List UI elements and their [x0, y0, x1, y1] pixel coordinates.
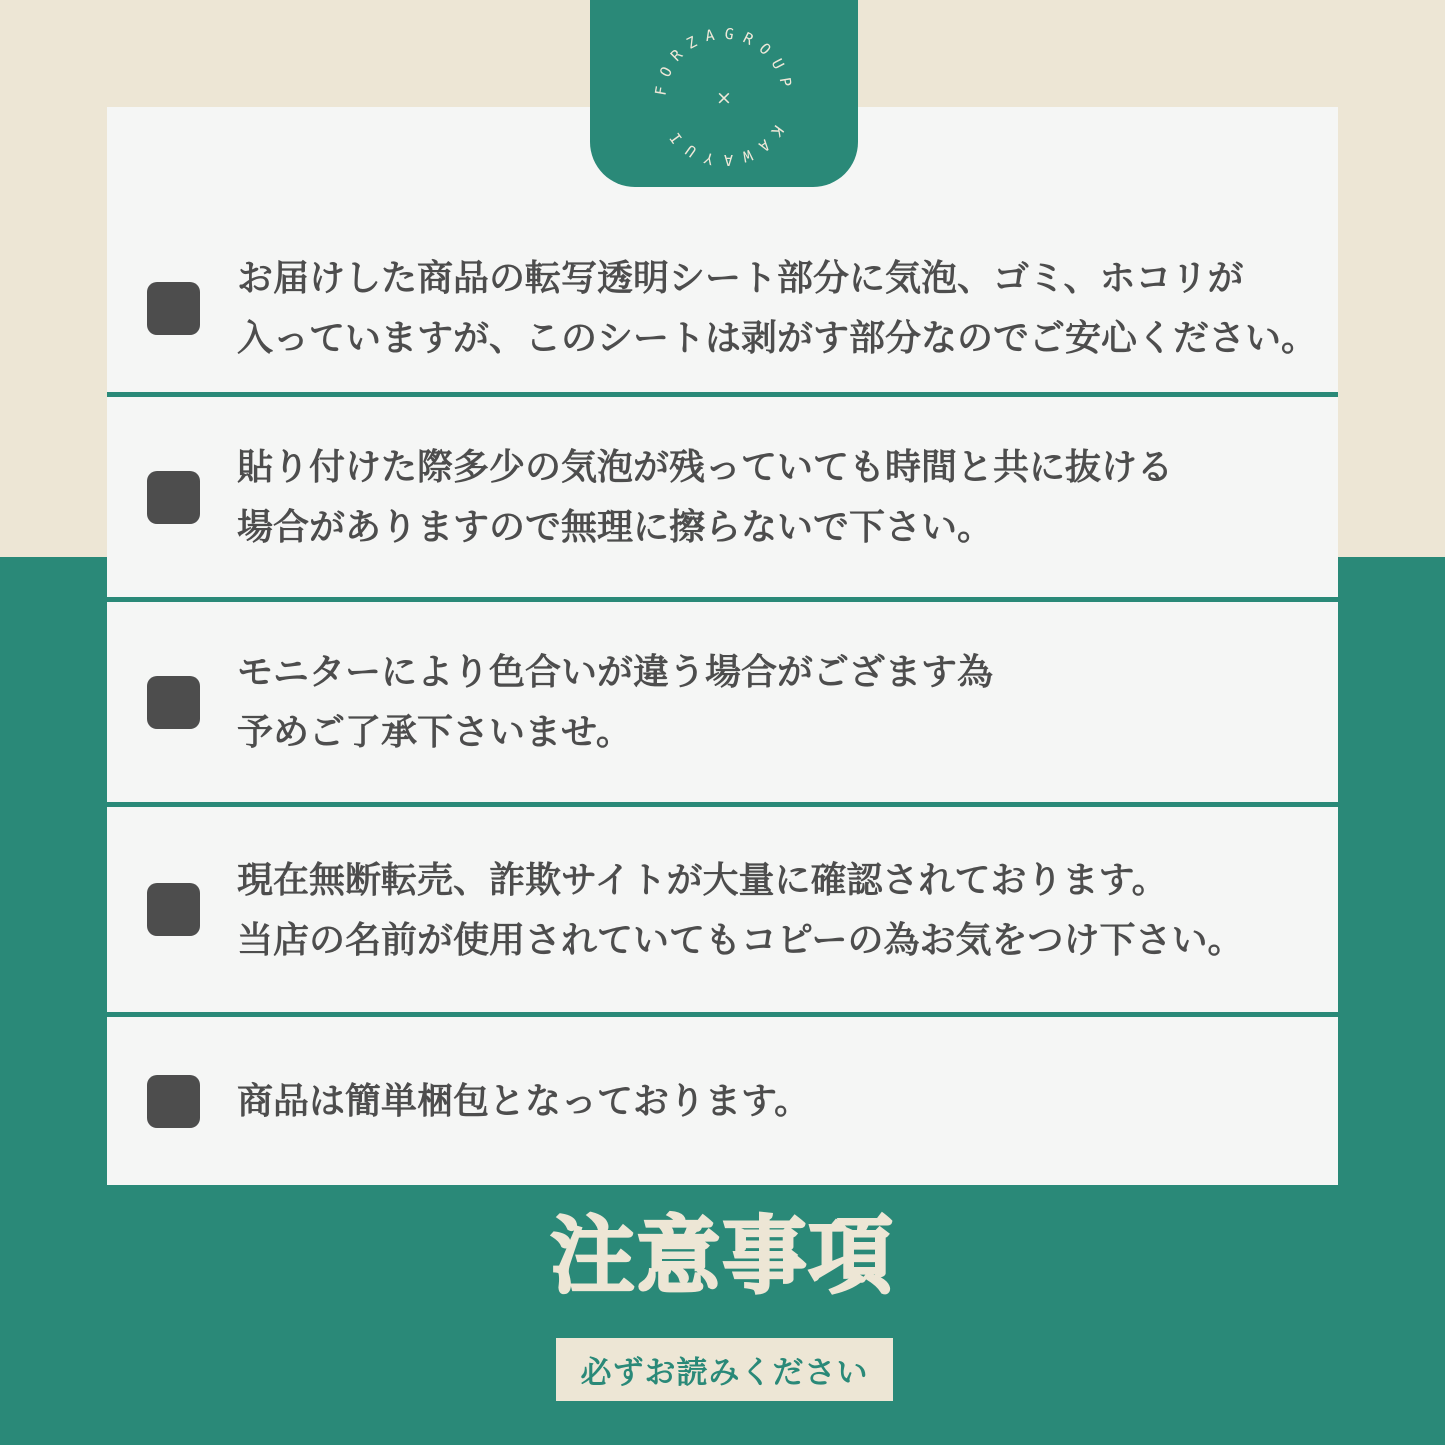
- notice-panel-air-bubbles: [107, 392, 1338, 597]
- notice-text-line: 予めご了承下さいませ。: [237, 711, 632, 752]
- notice-row: [107, 850, 1244, 970]
- checkbox-icon: [147, 1075, 200, 1128]
- notice-text-line: 現在無断転売、詐欺サイトが大量に確認されております。: [237, 858, 1168, 900]
- notice-panel-stack: [107, 107, 1338, 1185]
- notice-panel-scam-warning: [107, 802, 1338, 1012]
- checkbox-icon: [147, 471, 200, 524]
- brand-badge: [590, 0, 858, 187]
- page-title: 注意事項: [550, 1209, 895, 1303]
- brand-logo-circle: [590, 0, 858, 187]
- notice-text: [237, 437, 1173, 557]
- notice-row: [107, 642, 993, 762]
- notice-text-line: 場合がありますので無理に擦らないで下さい。: [237, 506, 994, 547]
- brand-arc-top-text: FORZAGROUP: [651, 24, 797, 97]
- notice-panel-simple-packaging: [107, 1012, 1338, 1185]
- notice-text-line: 入っていますが、このシートは剥がす部分なのでご安心ください。: [237, 317, 1318, 358]
- notice-row: [107, 437, 1173, 557]
- notice-panel-monitor-color: [107, 597, 1338, 802]
- notice-text: [237, 642, 993, 762]
- notice-text-line: 貼り付けた際多少の気泡が残っていても時間と共に抜ける: [237, 446, 1174, 487]
- notice-text-line: お届けした商品の転写透明シート部分に気泡、ゴミ、ホコリが: [237, 257, 1244, 298]
- brand-x-separator: ×: [716, 87, 732, 109]
- notice-row: [107, 1071, 810, 1131]
- checkbox-icon: [147, 282, 200, 335]
- notice-text: [237, 248, 1317, 368]
- notice-text-line: モニターにより色合いが違う場合がござます為: [237, 651, 994, 692]
- notice-text: [237, 850, 1244, 970]
- must-read-button: 必ずお読みください: [556, 1338, 893, 1401]
- notice-text: [237, 1071, 810, 1131]
- notice-row: [107, 248, 1317, 368]
- brand-arc-bottom-text: KAWAYUI: [660, 121, 788, 169]
- notice-text-line: 商品は簡単梱包となっております。: [237, 1080, 811, 1121]
- notice-text-line: 当店の名前が使用されていてもコピーの為お気をつけ下さい。: [237, 918, 1244, 960]
- checkbox-icon: [147, 883, 200, 936]
- checkbox-icon: [147, 676, 200, 729]
